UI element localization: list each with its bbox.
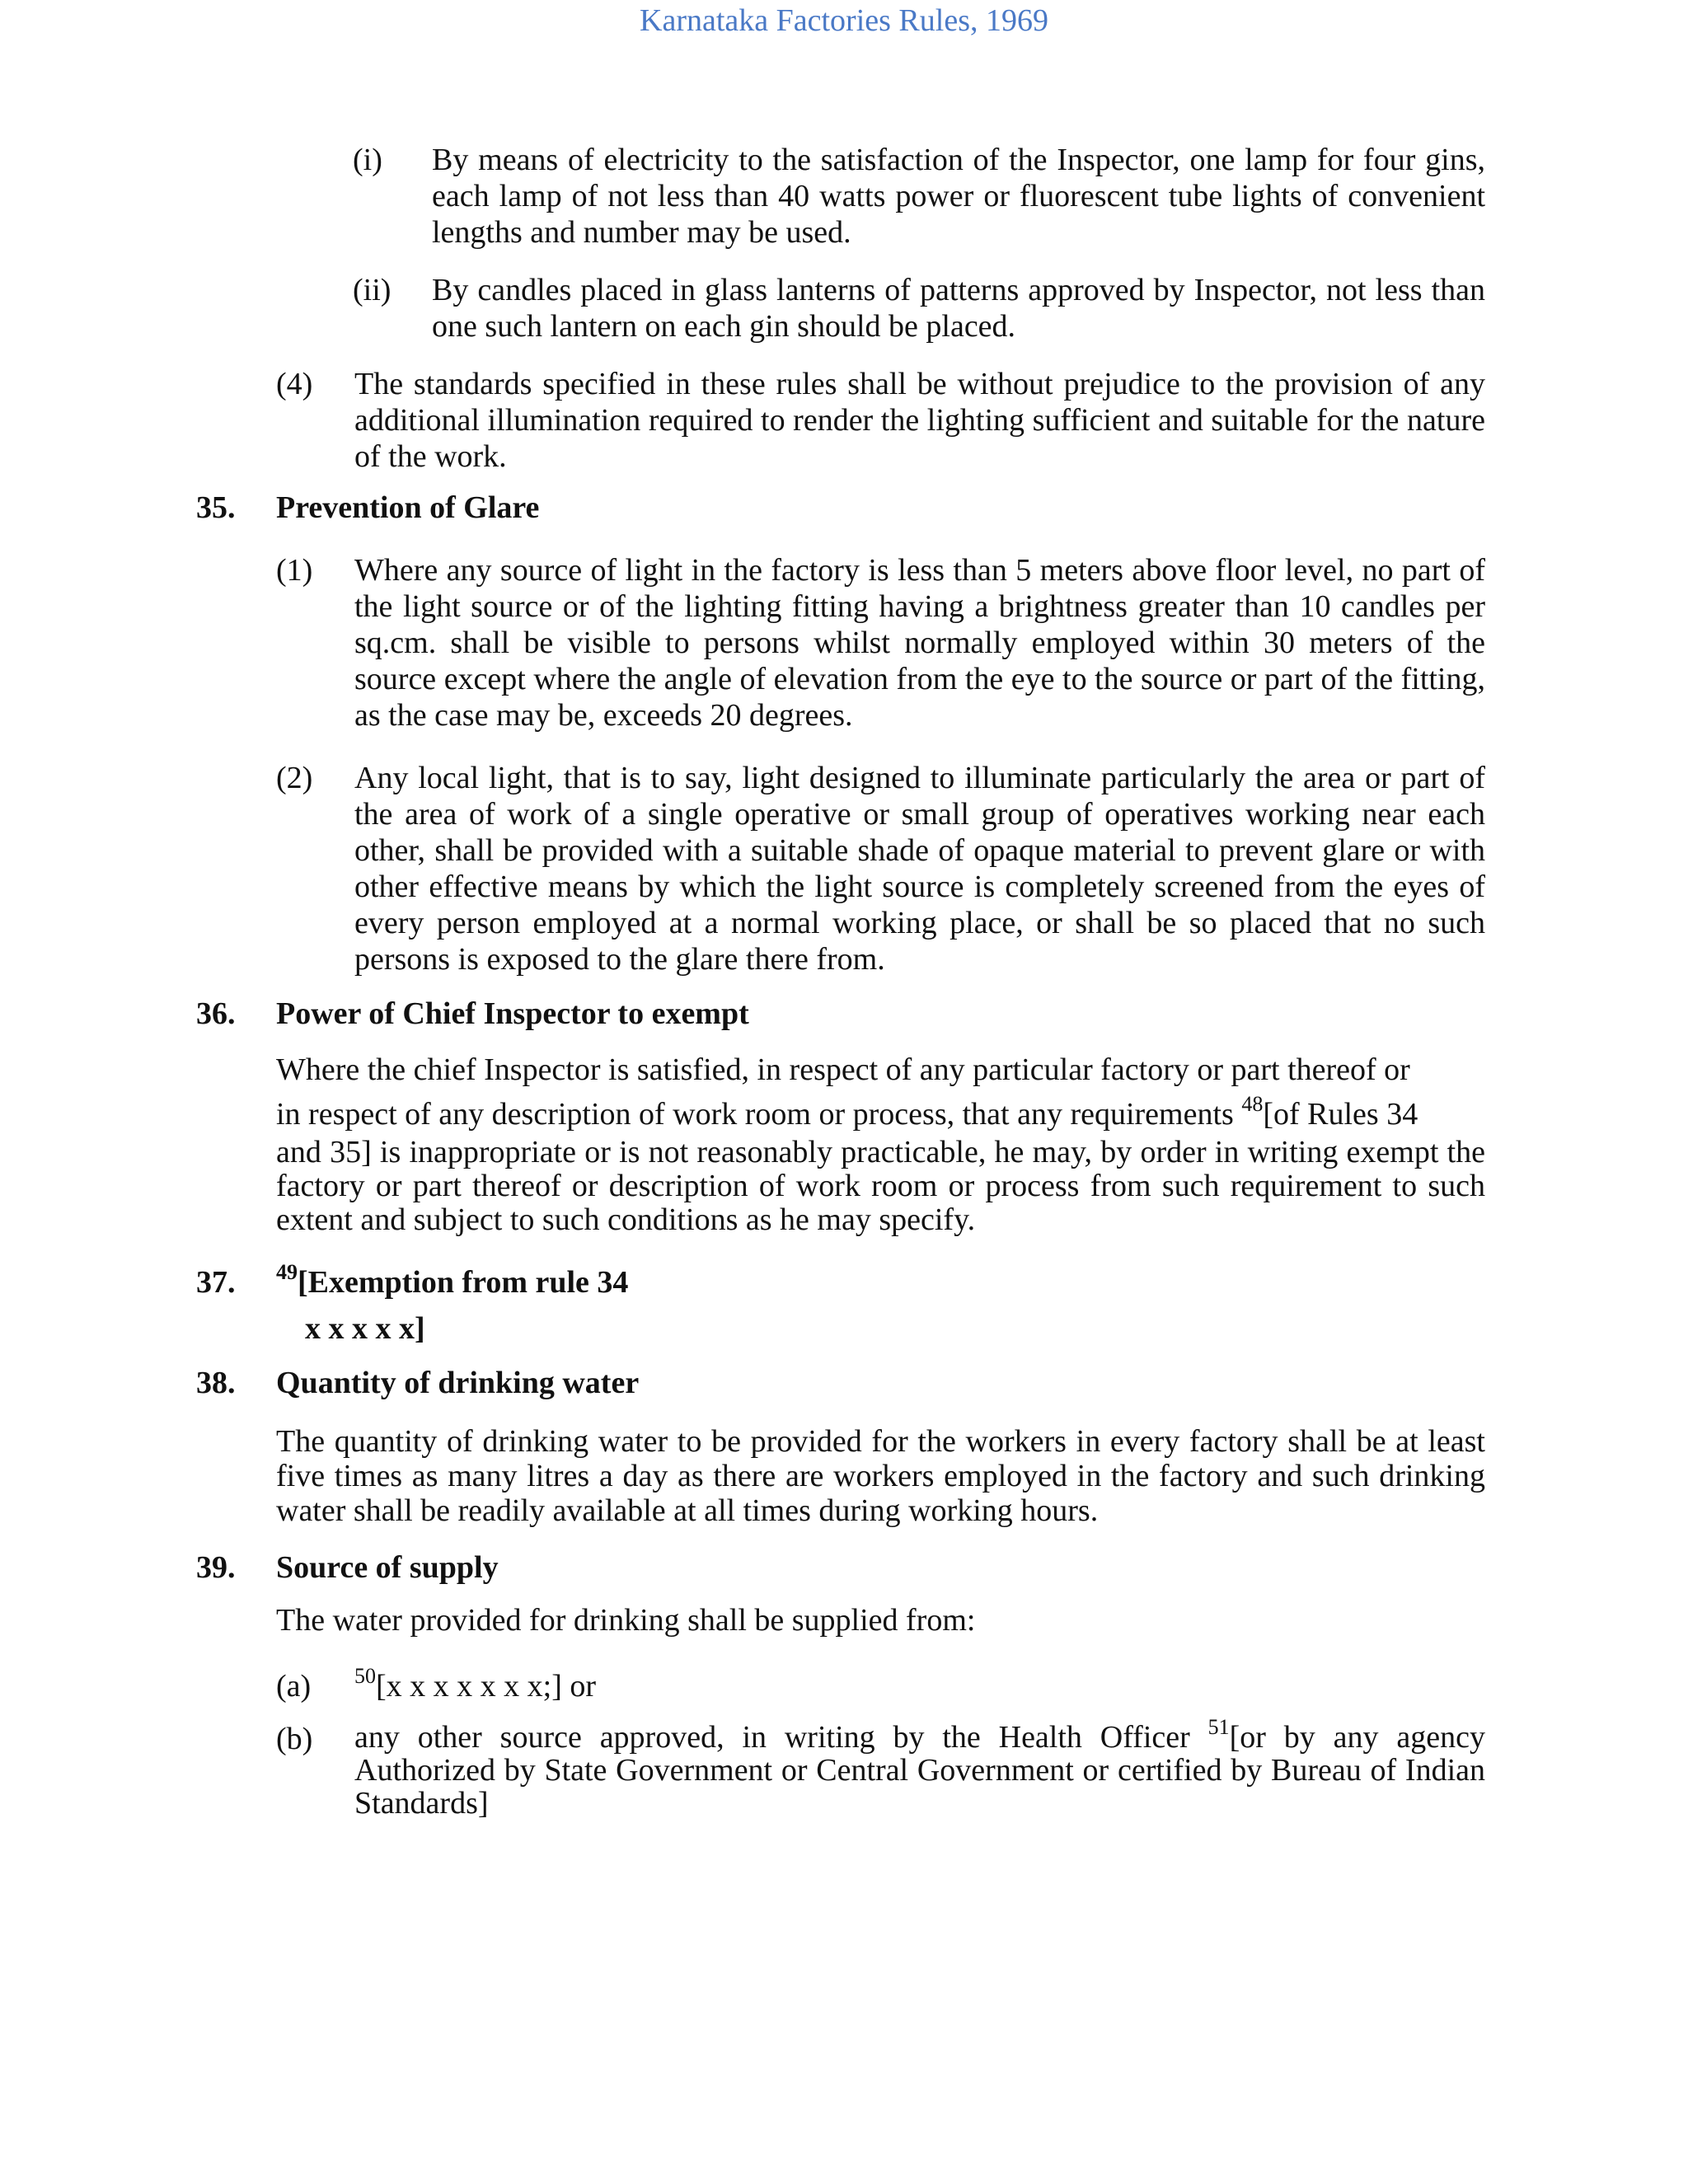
item-text-35-1: Where any source of light in the factory is less than 5 meters above floor level, no part of the light source or of the lighting fitting having a brightness greater than 10 candles per sq.cm. shall be visible to persons whilst normally employed within 30 meters of the source except where the angle of elevation from the eye to the source or part of the fitting, as the case may be, exceeds 20 degrees.: [354, 553, 1485, 733]
rule-39-intro: The water provided for drinking shall be supplied from:: [276, 1603, 976, 1638]
rule-37-omitted: x x x x x]: [305, 1311, 425, 1346]
item-text-35-2: Any local light, that is to say, light designed to illuminate particularly the area or part of the area of work of a single operative or small group of operatives working near each other, shall be provided with a suitable shade of opaque material to prevent glare or with other effective means by which the light source is completely screened from the eyes of every person employed at a normal working place, or shall be so placed that no such persons is exposed to the glare there from.: [354, 761, 1485, 977]
rule-title-39: Source of supply: [276, 1550, 499, 1585]
running-header: Karnataka Factories Rules, 1969: [640, 3, 1048, 38]
item-label-i: (i): [353, 143, 382, 177]
footnote-48[interactable]: 48: [1241, 1092, 1264, 1116]
item-text-ii: By candles placed in glass lanterns of patterns approved by Inspector, not less than one such lantern on each gin should be placed.: [432, 273, 1485, 344]
rule-36-line-2: [276, 1092, 1496, 1132]
item-text-i: By means of electricity to the satisfaction of the Inspector, one lamp for four gins, each lamp of not less than 40 watts power or fluorescent tube lights of convenient lengths and number may be used.: [432, 143, 1485, 250]
item-label-35-2: (2): [276, 761, 313, 795]
rule-36-body: and 35] is inappropriate or is not reasonably practicable, he may, by order in writing exempt the factory or part thereof or description of work room or process from such requirement to such extent and subject to such conditions as he may specify.: [276, 1135, 1485, 1237]
rule-title-37: [276, 1260, 629, 1301]
rule-36-line-2-text: in respect of any description of work room or process, that any requirements: [276, 1097, 1242, 1132]
item-text-39-a-body: [x x x x x x x;] or: [376, 1669, 597, 1704]
item-text-39-b-pre: any other source approved, in writing by the Health Officer: [354, 1720, 1208, 1755]
item-text-4: The standards specified in these rules shall be without prejudice to the provision of any additional illumination required to render the lighting sufficient and suitable for the nature of the work.: [354, 367, 1485, 474]
rule-title-38: Quantity of drinking water: [276, 1366, 640, 1400]
footnote-51[interactable]: 51: [1207, 1715, 1230, 1739]
item-text-39-a: [354, 1664, 597, 1704]
item-label-35-1: (1): [276, 553, 313, 588]
footnote-50[interactable]: 50: [354, 1664, 376, 1688]
item-label-4: (4): [276, 367, 313, 401]
rule-title-36: Power of Chief Inspector to exempt: [276, 996, 749, 1031]
item-label-39-a: (a): [276, 1669, 312, 1704]
rule-38-body: The quantity of drinking water to be provided for the workers in every factory shall be at least five times as many litres a day as there are workers employed in the factory and such drinking water shall be readily available at all times during working hours.: [276, 1424, 1485, 1528]
rule-title-35: Prevention of Glare: [276, 490, 540, 525]
footnote-49[interactable]: 49: [276, 1260, 298, 1284]
rule-36-line-1: Where the chief Inspector is satisfied, in respect of any particular factory or part thereof or: [276, 1052, 1410, 1087]
rule-36-line-2-tail: [of Rules 34: [1263, 1097, 1418, 1132]
rule-number-38: 38.: [196, 1366, 236, 1400]
item-text-39-b-post: [or by any agency Authorized by State Government or Central Government or certified by Bureau of Indian Standards]: [354, 1720, 1485, 1821]
rule-title-37-text: [Exemption from rule 34: [298, 1265, 629, 1300]
rule-number-39: 39.: [196, 1550, 236, 1585]
rule-number-37: 37.: [196, 1265, 236, 1300]
item-label-ii: (ii): [353, 273, 392, 307]
rule-number-36: 36.: [196, 996, 236, 1031]
item-label-39-b: (b): [276, 1722, 313, 1756]
item-text-39-b: [354, 1715, 1485, 1821]
rule-number-35: 35.: [196, 490, 236, 525]
